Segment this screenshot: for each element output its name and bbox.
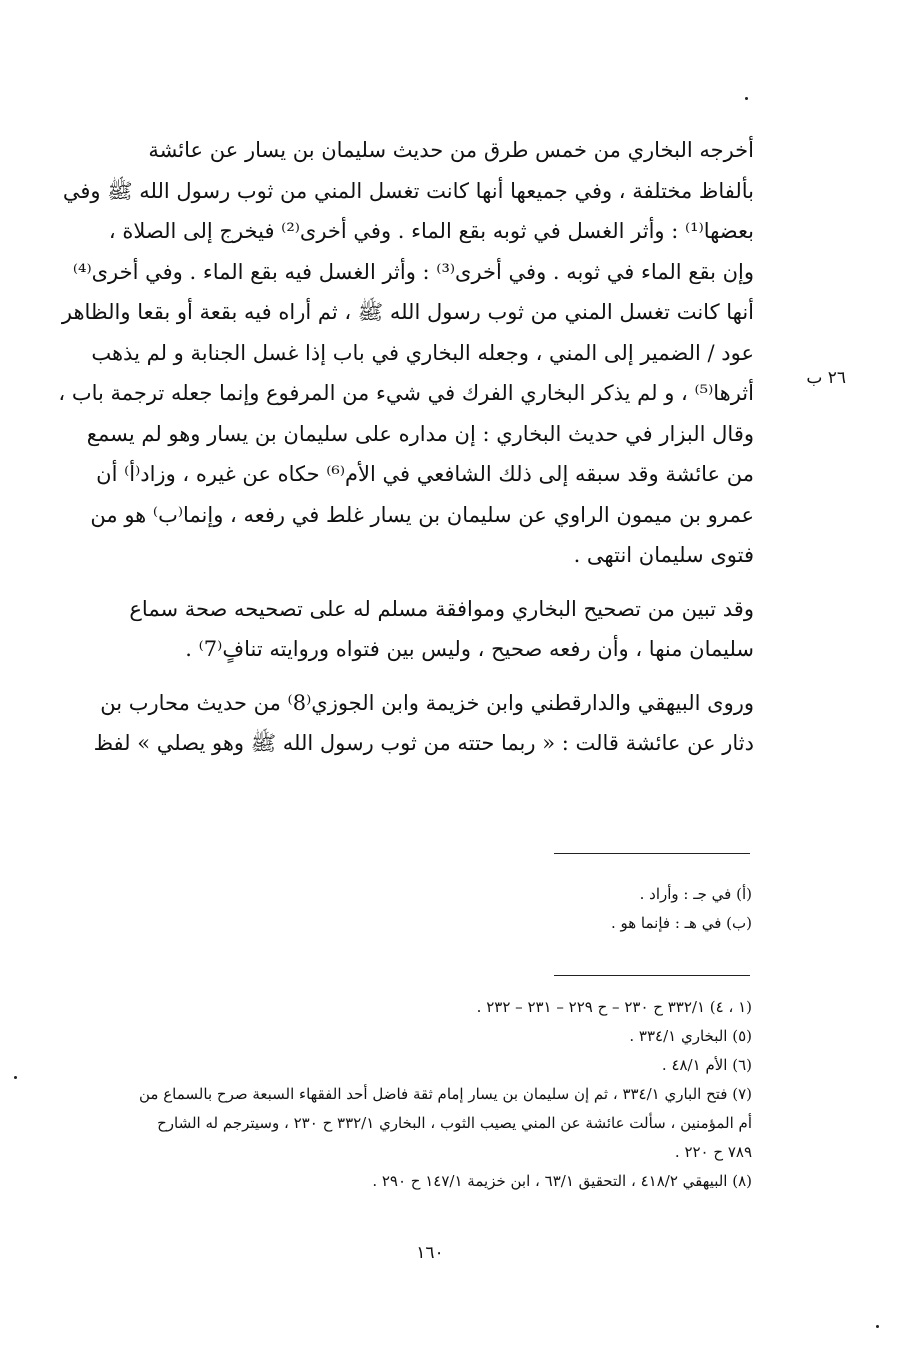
footnote: (١ ، ٤) ٣٣٢/١ ح ٢٣٠ – ح ٢٢٩ – ٢٣١ – ٢٣٢ . — [476, 998, 752, 1016]
text-line: بألفاظ مختلفة ، وفي جميعها أنها كانت تغسل المني من ثوب رسول الله ﷺ وفي — [62, 178, 754, 203]
text-line: وقال البزار في حديث البخاري : إن مداره على سليمان بن يسار وهو لم يسمع — [86, 421, 754, 446]
footnote: أم المؤمنين ، سألت عائشة عن المني يصيب الثوب ، البخاري ٣٣٢/١ ح ٢٣٠ ، وسيترجم له الشارح — [157, 1114, 752, 1132]
scan-speck — [876, 1325, 879, 1328]
text-line: من عائشة وقد سبقه إلى ذلك الشافعي في الأم⁽⁶⁾ حكاه عن غيره ، وزاد⁽أ⁾ أن — [96, 462, 754, 486]
folio-margin-note: ٢٦ ب — [806, 368, 846, 388]
paragraph — [58, 130, 754, 576]
text-line: أثرها⁽⁵⁾ ، و لم يذكر البخاري الفرك في شيء من المرفوع وإنما جعله ترجمة باب ، — [58, 381, 754, 405]
text-line: عمرو بن ميمون الراوي عن سليمان بن يسار غلط في رفعه ، وإنما⁽ب⁾ هو من — [90, 502, 754, 527]
text-line: وروى البيهقي والدارقطني وابن خزيمة وابن الجوزي⁽8⁾ من حديث محارب بن — [100, 690, 754, 715]
footnote: ٧٨٩ ح ٢٢٠ . — [674, 1143, 752, 1161]
variant-notes — [86, 880, 752, 938]
text-line: بعضها⁽¹⁾ : وأثر الغسل في ثوبه بقع الماء . وفي أخرى⁽²⁾ فيخرج إلى الصلاة ، — [108, 219, 754, 243]
variant-note: (ب) في هـ : فإنما هو . — [610, 914, 752, 932]
footnote: (٥) البخاري ٣٣٤/١ . — [629, 1027, 752, 1045]
footnote-divider — [554, 853, 750, 854]
text-line: وقد تبين من تصحيح البخاري وموافقة مسلم له على تصحيحه صحة سماع — [129, 596, 754, 621]
text-line: وإن بقع الماء في ثوبه . وفي أخرى⁽³⁾ : وأثر الغسل فيه بقع الماء . وفي أخرى⁽⁴⁾ — [72, 259, 754, 284]
text-line: دثار عن عائشة قالت : « ربما حتته من ثوب رسول الله ﷺ وهو يصلي » لفظ — [93, 731, 754, 755]
footnote: (٦) الأم ٤٨/١ . — [661, 1056, 752, 1074]
paragraph — [86, 589, 754, 670]
scan-speck — [745, 97, 748, 100]
scan-speck — [14, 1076, 17, 1079]
paragraph — [86, 683, 754, 764]
numbered-footnotes — [86, 993, 752, 1196]
text-line: أنها كانت تغسل المني من ثوب رسول الله ﷺ ، ثم أراه فيه بقعة أو بقعا والظاهر — [61, 300, 754, 324]
footnote-divider — [554, 975, 750, 976]
page-number: ١٦٠ — [416, 1243, 444, 1263]
text-line: عود / الضمير إلى المني ، وجعله البخاري في باب إذا غسل الجنابة و لم يذهب — [91, 340, 754, 365]
text-line: أخرجه البخاري من خمس طرق من حديث سليمان بن يسار عن عائشة — [148, 138, 754, 162]
text-line: سليمان منها ، وأن رفعه صحيح ، وليس بين فتواه وروايته تنافٍ⁽7⁾ . — [185, 637, 754, 661]
footnote: (٧) فتح الباري ٣٣٤/١ ، ثم إن سليمان بن يسار إمام ثقة فاضل أحد الفقهاء السبعة صرح بالسماع من — [139, 1085, 752, 1103]
variant-note: (أ) في جـ : وأراد . — [639, 885, 752, 903]
footnote: (٨) البيهقي ٤١٨/٢ ، التحقيق ٦٣/١ ، ابن خزيمة ١٤٧/١ ح ٢٩٠ . — [372, 1172, 752, 1190]
text-line: فتوى سليمان انتهى . — [573, 543, 754, 567]
main-text — [58, 130, 754, 764]
